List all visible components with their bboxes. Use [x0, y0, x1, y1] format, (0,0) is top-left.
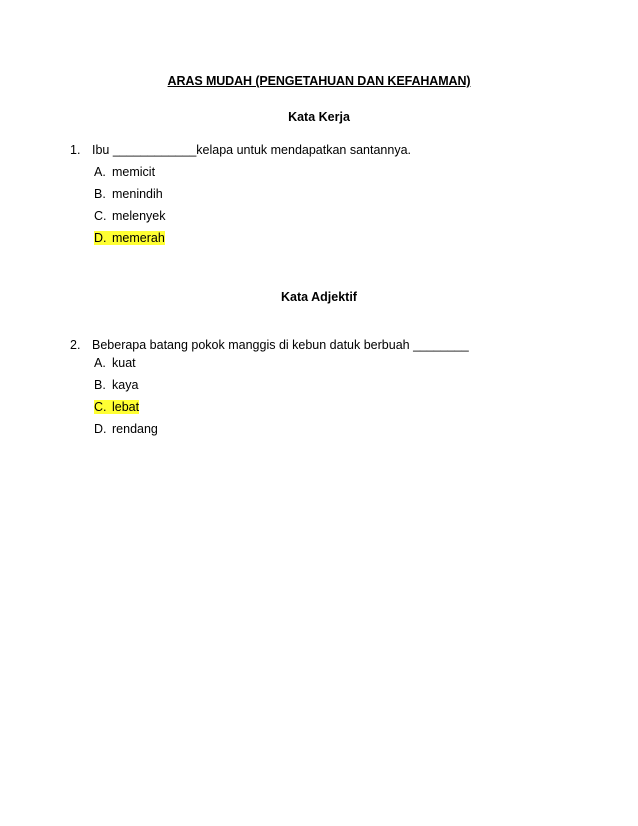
section-heading-kata-adjektif: Kata Adjektif [281, 290, 357, 304]
option-text: kuat [112, 356, 136, 370]
option-letter: B. [94, 187, 106, 201]
option-text: rendang [112, 422, 158, 436]
question-2-option-c [94, 400, 139, 414]
question-2 [70, 338, 469, 352]
option-letter: D. [94, 231, 107, 245]
question-text: Beberapa batang pokok manggis di kebun datuk berbuah ________ [92, 338, 469, 352]
option-letter: A. [94, 165, 106, 179]
question-2-option-d [94, 422, 158, 436]
option-letter: D. [94, 422, 107, 436]
question-2-option-b [94, 378, 138, 392]
option-letter: B. [94, 378, 106, 392]
answer-highlight [94, 231, 165, 245]
question-text: Ibu ____________kelapa untuk mendapatkan santannya. [92, 143, 412, 157]
question-1-option-b [94, 187, 163, 201]
option-letter: C. [94, 400, 107, 414]
option-text: memicit [112, 165, 156, 179]
option-letter: A. [94, 356, 106, 370]
question-2-option-a [94, 356, 136, 370]
answer-highlight [94, 400, 139, 414]
question-1-option-d [94, 231, 165, 245]
question-number: 1. [70, 143, 81, 157]
option-text: melenyek [112, 209, 166, 223]
option-text: menindih [112, 187, 163, 201]
document-title: ARAS MUDAH (PENGETAHUAN DAN KEFAHAMAN) [167, 74, 471, 88]
question-number: 2. [70, 338, 81, 352]
option-text: kaya [112, 378, 139, 392]
option-text: memerah [112, 231, 165, 245]
option-text: lebat [112, 400, 140, 414]
question-1-option-a [94, 165, 155, 179]
section-heading-kata-kerja: Kata Kerja [288, 110, 350, 124]
question-1-option-c [94, 209, 166, 223]
option-letter: C. [94, 209, 107, 223]
question-1 [70, 143, 411, 157]
